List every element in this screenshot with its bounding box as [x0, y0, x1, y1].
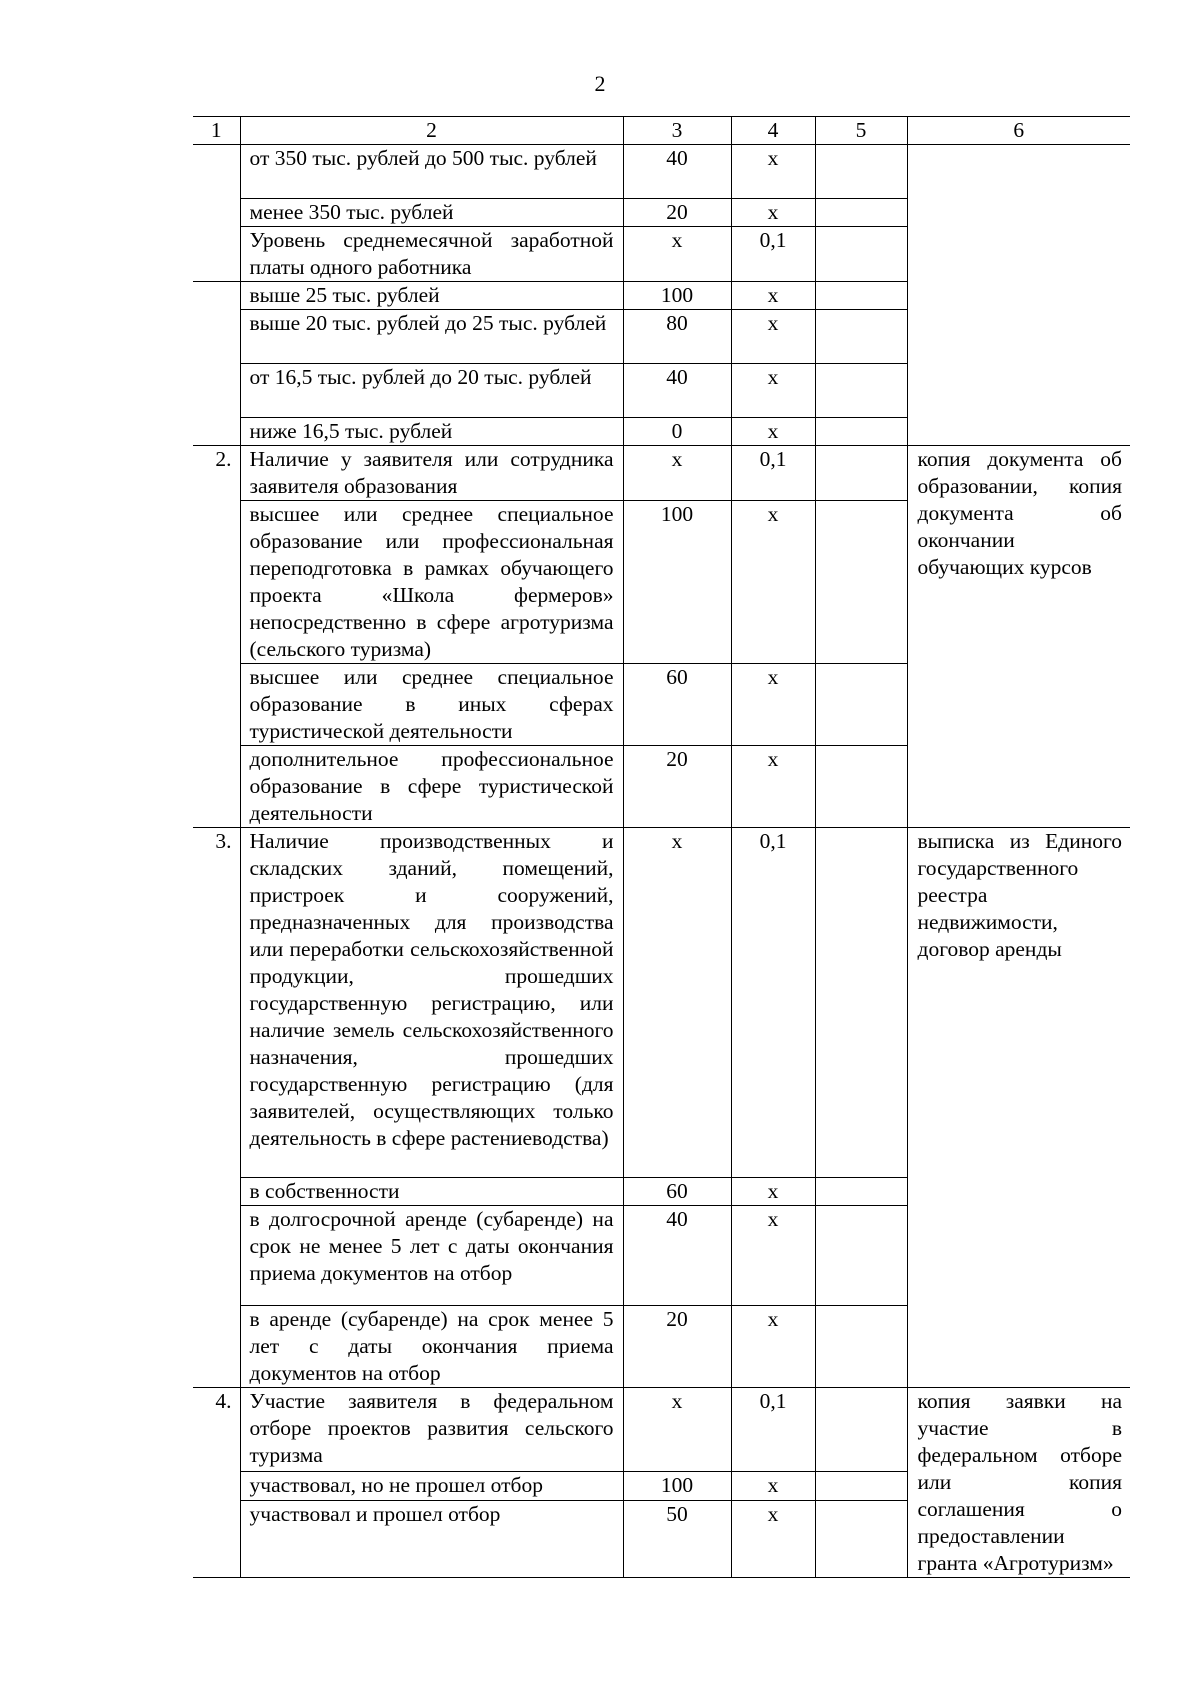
value-cell [815, 227, 907, 282]
criterion-text: от 350 тыс. рублей до 500 тыс. рублей [240, 145, 623, 199]
weight-cell: х [731, 664, 815, 746]
score-cell: 0 [623, 418, 731, 446]
criterion-text: менее 350 тыс. рублей [240, 199, 623, 227]
weight-cell: 0,1 [731, 828, 815, 1178]
criterion-text: дополнительное профессиональное образование в сфере туристической деятельности [240, 746, 623, 828]
criterion-text: Уровень среднемесячной заработной платы одного работника [240, 227, 623, 282]
document-cell: выписка из Единого государственного реестра недвижимости, договор аренды [907, 828, 1130, 1388]
criterion-text: выше 25 тыс. рублей [240, 282, 623, 310]
score-cell: 40 [623, 145, 731, 199]
header-cell-3: 3 [623, 117, 731, 145]
table-row [193, 145, 1130, 199]
weight-cell: 0,1 [731, 446, 815, 501]
value-cell [815, 664, 907, 746]
weight-cell: 0,1 [731, 227, 815, 282]
criteria-table [193, 116, 1130, 1578]
criterion-text: Наличие у заявителя или сотрудника заявителя образования [240, 446, 623, 501]
value-cell [815, 282, 907, 310]
weight-cell: х [731, 746, 815, 828]
weight-cell: х [731, 364, 815, 418]
weight-cell: 0,1 [731, 1388, 815, 1472]
criterion-text: высшее или среднее специальное образование в иных сферах туристической деятельности [240, 664, 623, 746]
score-cell: 50 [623, 1500, 731, 1577]
value-cell [815, 145, 907, 199]
score-cell: 100 [623, 1472, 731, 1501]
value-cell [815, 1500, 907, 1577]
score-cell: 20 [623, 1306, 731, 1388]
score-cell: 20 [623, 746, 731, 828]
score-cell: 80 [623, 310, 731, 364]
value-cell [815, 199, 907, 227]
criterion-text: Участие заявителя в федеральном отборе проектов развития сельского туризма [240, 1388, 623, 1472]
score-cell: 40 [623, 1206, 731, 1306]
weight-cell: х [731, 1206, 815, 1306]
value-cell [815, 1472, 907, 1501]
table-row [193, 1388, 1130, 1472]
criterion-text: от 16,5 тыс. рублей до 20 тыс. рублей [240, 364, 623, 418]
score-cell: х [623, 1388, 731, 1472]
criterion-text: в аренде (субаренде) на срок менее 5 лет с даты окончания приема документов на отбор [240, 1306, 623, 1388]
weight-cell: х [731, 310, 815, 364]
criterion-text: высшее или среднее специальное образование или профессиональная переподготовка в рамках обучающего проекта «Школа фермеров» непосредственно в сфере агротуризма (сельского туризма) [240, 501, 623, 664]
header-cell-4: 4 [731, 117, 815, 145]
score-cell: х [623, 227, 731, 282]
value-cell [815, 364, 907, 418]
score-cell: х [623, 446, 731, 501]
value-cell [815, 746, 907, 828]
row-number: 2. [193, 446, 240, 828]
page-number: 2 [594, 71, 606, 96]
criterion-text: ниже 16,5 тыс. рублей [240, 418, 623, 446]
row-number [193, 282, 240, 446]
value-cell [815, 1178, 907, 1206]
score-cell: 100 [623, 282, 731, 310]
value-cell [815, 501, 907, 664]
criterion-text: в долгосрочной аренде (субаренде) на срок не менее 5 лет с даты окончания приема документов на отбор [240, 1206, 623, 1306]
header-cell-1: 1 [193, 117, 240, 145]
score-cell: 60 [623, 1178, 731, 1206]
score-cell: 40 [623, 364, 731, 418]
document-cell [907, 145, 1130, 446]
criterion-text: выше 20 тыс. рублей до 25 тыс. рублей [240, 310, 623, 364]
header-cell-6: 6 [907, 117, 1130, 145]
criterion-text: Наличие производственных и складских зданий, помещений, пристроек и сооружений, предназначенных для производства или переработки сельскохозяйственной продукции, прошедших государственную регистрацию, или наличие земель сельскохозяйственного назначения, прошедших государственную регистрацию (для заявителей, осуществляющих только деятельность в сфере растениеводства) [240, 828, 623, 1178]
header-cell-2: 2 [240, 117, 623, 145]
weight-cell: х [731, 1472, 815, 1501]
weight-cell: х [731, 1178, 815, 1206]
criterion-text: участвовал, но не прошел отбор [240, 1472, 623, 1501]
weight-cell: х [731, 282, 815, 310]
weight-cell: х [731, 501, 815, 664]
value-cell [815, 1388, 907, 1472]
table-header-row [193, 117, 1130, 145]
table-row [193, 828, 1130, 1178]
value-cell [815, 1306, 907, 1388]
weight-cell: х [731, 1306, 815, 1388]
weight-cell: х [731, 145, 815, 199]
weight-cell: х [731, 199, 815, 227]
score-cell: 20 [623, 199, 731, 227]
value-cell [815, 828, 907, 1178]
score-cell: х [623, 828, 731, 1178]
value-cell [815, 418, 907, 446]
criterion-text: в собственности [240, 1178, 623, 1206]
row-number: 3. [193, 828, 240, 1388]
score-cell: 60 [623, 664, 731, 746]
weight-cell: х [731, 418, 815, 446]
table-row [193, 446, 1130, 501]
row-number [193, 145, 240, 282]
value-cell [815, 310, 907, 364]
value-cell [815, 446, 907, 501]
weight-cell: х [731, 1500, 815, 1577]
document-cell: копия заявки на участие в федеральном отборе или копия соглашения о предоставлении гранта «Агротуризм» [907, 1388, 1130, 1578]
header-cell-5: 5 [815, 117, 907, 145]
document-cell: копия документа об образовании, копия документа об окончании обучающих курсов [907, 446, 1130, 828]
value-cell [815, 1206, 907, 1306]
score-cell: 100 [623, 501, 731, 664]
criterion-text: участвовал и прошел отбор [240, 1500, 623, 1577]
row-number: 4. [193, 1388, 240, 1578]
